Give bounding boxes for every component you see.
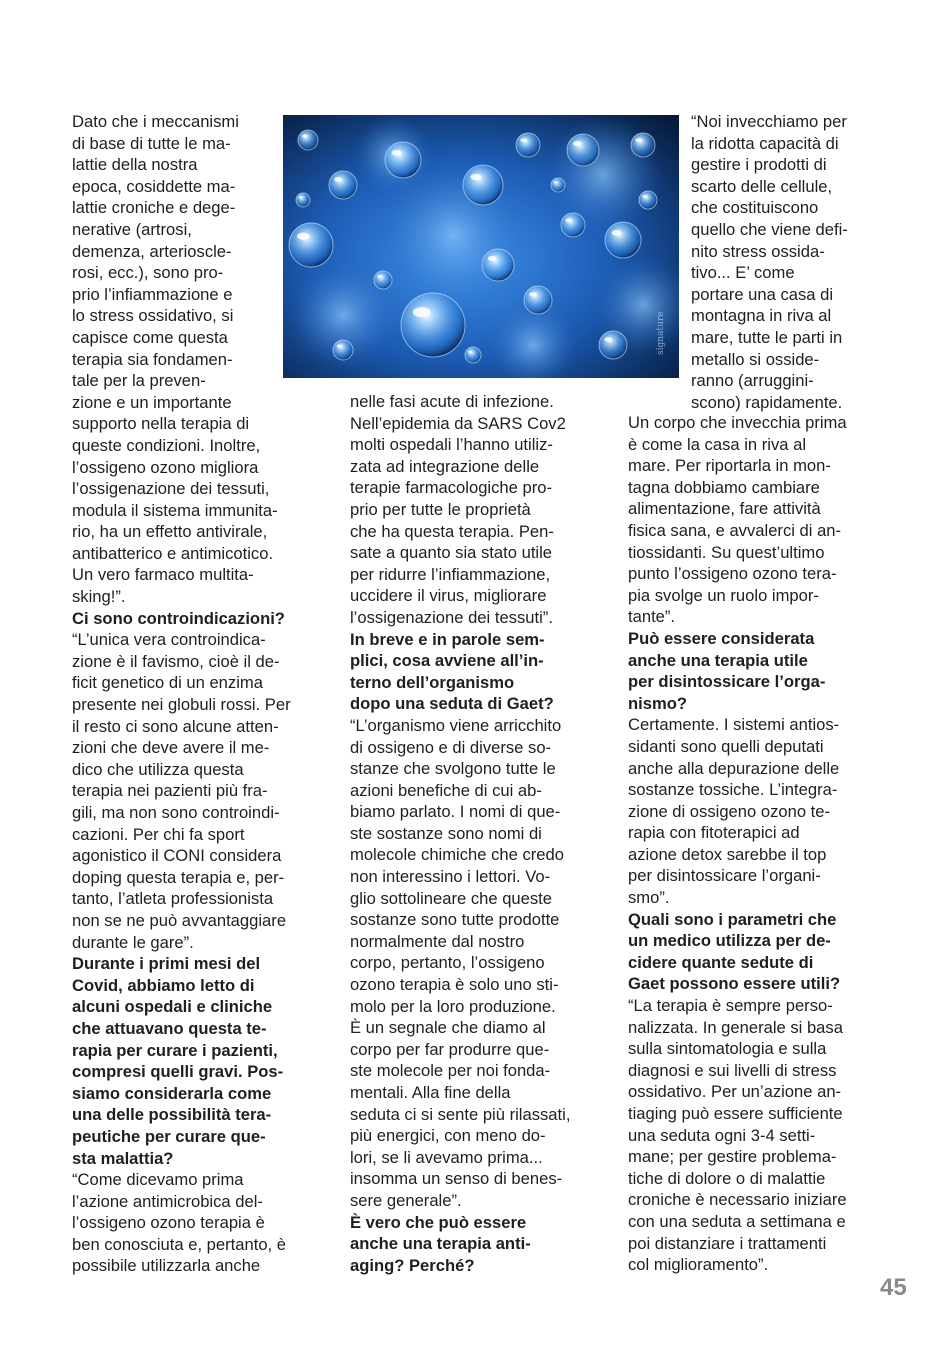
text-line: che ha questa terapia. Pen- [350,521,554,541]
text-line: molo per la loro produzione. [350,996,556,1016]
text-column-right [628,412,890,1276]
text-line: ste sostanze sono nomi di [350,823,542,843]
water-bubble [329,171,357,199]
text-line: diagnosi e sui livelli di stress [628,1060,837,1080]
text-line: glio sottolineare che queste [350,888,553,908]
text-line: È un segnale che diamo al [350,1018,546,1038]
question-line: compresi quelli gravi. Pos- [72,1062,284,1082]
text-line: una seduta ogni 3-4 setti- [628,1125,816,1145]
text-line: mare, tutte le parti in [691,327,843,347]
text-line: rosi, ecc.), sono pro- [72,263,224,283]
text-line: l’ossigenazione dei tessuti”. [350,607,553,627]
question-line: un medico utilizza per de- [628,931,831,951]
question-line: sta malattia? [72,1148,174,1168]
text-line: tiossidanti. Su quest’ultimo [628,542,825,562]
question-line: Covid, abbiamo letto di [72,975,255,995]
text-line: Nell’epidemia da SARS Cov2 [350,413,566,433]
text-line: “L’unica vera controindica- [72,630,266,650]
text-line: Certamente. I sistemi antios- [628,715,840,735]
text-line: per ridurre l’infiammazione, [350,564,551,584]
bubbles-photo [283,115,679,378]
question-line: Durante i primi mesi del [72,954,261,974]
bubble-highlight [470,174,481,180]
water-bubble [463,165,503,205]
text-line: stanze che svolgono tutte le [350,759,556,779]
text-line: “Come dicevamo prima [72,1170,244,1190]
text-line: nalizzata. In generale si basa [628,1017,843,1037]
bubbles-image [283,115,679,378]
water-bubble [551,178,565,192]
text-line: supporto nella terapia di [72,414,250,434]
bubble-highlight [529,292,537,296]
text-line: sulla sintomatologia e sulla [628,1039,827,1059]
text-line: pia svolge un ruolo impor- [628,585,819,605]
text-line: presente nei globuli rossi. Per [72,695,291,715]
question-line: cidere quante sedute di [628,952,814,972]
text-line: l’ossigenazione dei tessuti, [72,479,270,499]
question-line: per disintossicare l’orga- [628,672,826,692]
text-line: non interessino i lettori. Vo- [350,867,551,887]
water-bubble [516,133,540,157]
text-line: terapie farmacologiche pro- [350,478,552,498]
question-line: una delle possibilità tera- [72,1105,272,1125]
text-line: poi distanziare i trattamenti [628,1233,827,1253]
text-line: terapia nei pazienti più fra- [72,781,268,801]
text-line: gili, ma non sono controindi- [72,803,280,822]
bubble-highlight [334,177,342,181]
text-line: zioni che deve avere il me- [72,738,270,758]
water-bubble [298,130,318,150]
text-line: capisce come questa [72,327,228,347]
water-bubble [561,213,585,237]
page-number: 45 [880,1274,907,1301]
text-line: tanto, l’atleta professionista [72,889,274,909]
bubble-highlight [488,256,497,261]
text-line: nerative (artrosi, [72,219,192,239]
text-line: corpo per far produrre que- [350,1039,550,1059]
text-line: cazioni. Per chi fa sport [72,824,245,844]
water-bubble [605,222,641,258]
text-line: per disintossicare l’organi- [628,866,821,886]
bubble-highlight [302,134,308,137]
text-line: mare. Per riportarla in mon- [628,456,831,476]
text-line: tagna dobbiamo cambiare [628,477,820,497]
text-line: seduta ci si sente più rilassati, [350,1104,571,1124]
text-line: metallo si osside- [691,349,820,369]
text-line: anche alla depurazione delle [628,758,840,778]
text-line: lo stress ossidativo, si [72,306,234,326]
water-bubble [465,347,481,363]
bubble-highlight [573,141,582,146]
bubble-highlight [604,337,612,341]
text-line: montagna in riva al [691,306,832,326]
question-line: Può essere considerata [628,628,815,648]
water-bubble [296,193,310,207]
text-line: Dato che i meccanismi [72,112,239,131]
text-line: ozono terapia è solo uno sti- [350,975,559,995]
text-line: l’ossigeno ozono terapia è [72,1213,265,1233]
question-line: alcuni ospedali e cliniche [72,997,273,1017]
bubble-highlight [413,307,431,317]
text-line: ficit genetico di un enzima [72,673,263,693]
text-column-middle [350,391,612,1276]
text-line: di ossigeno e di diverse so- [350,737,552,757]
text-line: l’azione antimicrobica del- [72,1191,263,1211]
text-line: lattie della nostra [72,155,198,175]
text-line: sostanze tossiche. L’integra- [628,780,838,800]
text-line: possibile utilizzarla anche [72,1256,261,1276]
text-line: insomma un senso di benes- [350,1169,563,1189]
water-bubble [524,286,552,314]
water-bubble [385,142,421,178]
water-bubble [631,133,655,157]
text-line: gestire i prodotti di [691,155,827,175]
text-line: zione e un importante [72,392,232,412]
text-line: corpo, pertanto, l’ossigeno [350,953,545,973]
water-bubble [333,340,353,360]
question-line: nismo? [628,693,688,713]
text-line: “Noi invecchiamo per [691,112,847,131]
text-line: ben conosciuta e, pertanto, è [72,1234,287,1254]
text-line: tiaging può essere sufficiente [628,1104,843,1123]
question-line: che attuavano questa te- [72,1018,267,1038]
question-line: anche una terapia anti- [350,1234,531,1254]
text-line: tante”. [628,607,676,627]
text-line: zione è il favismo, cioè il de- [72,651,280,671]
text-line: scono) rapidamente. [691,392,843,412]
water-bubble [289,223,333,267]
bubble-highlight [377,275,382,278]
text-line: antibatterico e antimicotico. [72,543,274,563]
bubble-highlight [635,138,642,142]
text-line: sking!”. [72,587,126,607]
text-line: terapia sia fondamen- [72,349,233,369]
text-column-right-top [691,111,891,413]
question-line: È vero che può essere [350,1212,527,1232]
text-line: lori, se li avevamo prima... [350,1147,543,1167]
text-line: biamo parlato. I nomi di que- [350,802,561,822]
question-line: peutiche per curare que- [72,1126,266,1146]
photo-signature: signature [656,311,666,355]
text-line: più energici, con meno do- [350,1126,546,1146]
text-line: croniche è necessario iniziare [628,1190,847,1210]
text-line: col miglioramento”. [628,1255,769,1275]
text-line: azione detox sarebbe il top [628,844,827,864]
text-line: “La terapia è sempre perso- [628,996,833,1016]
text-line: prio l’infiammazione e [72,284,233,304]
question-line: In breve e in parole sem- [350,629,545,649]
text-line: mane; per gestire problema- [628,1147,837,1167]
text-line: punto l’ossigeno ozono tera- [628,564,837,584]
question-line: plici, cosa avviene all’in- [350,651,544,671]
bubble-highlight [612,230,622,236]
text-line: ranno (arruggini- [691,371,814,391]
text-line: azioni benefiche di cui ab- [350,780,542,800]
water-bubble [374,271,392,289]
text-line: tivo... E’ come [691,263,795,283]
text-line: zione di ossigeno ozono te- [628,801,831,821]
text-line: smo”. [628,888,670,908]
text-line: normalmente dal nostro [350,931,525,951]
text-line: la ridotta capacità di [691,133,839,153]
text-line: “L’organismo viene arricchito [350,715,562,735]
text-line: zata ad integrazione delle [350,456,540,476]
question-line: Ci sono controindicazioni? [72,608,285,628]
text-line: epoca, cosiddette ma- [72,176,236,196]
text-line: non se ne può avvantaggiare [72,910,287,930]
text-line: durante le gare”. [72,932,194,952]
text-line: sate a quanto sia stato utile [350,543,553,563]
text-line: ossidativo. Per un’azione an- [628,1082,842,1102]
text-line: sostanze sono tutte prodotte [350,910,560,930]
question-line: aging? Perché? [350,1255,475,1275]
water-bubble [599,331,627,359]
water-bubble [567,134,599,166]
text-line: scarto delle cellule, [691,176,833,196]
text-line: è come la casa in riva al [628,434,807,454]
text-line: fisica sana, e avvalerci di an- [628,520,842,540]
text-line: mentali. Alla fine della [350,1083,511,1102]
bubble-highlight [299,196,303,198]
text-line: il resto ci sono alcune atten- [72,716,279,736]
text-line: con una seduta a settimana e [628,1211,846,1231]
text-line: alimentazione, fare attività [628,499,821,519]
question-line: anche una terapia utile [628,650,808,670]
text-line: agonistico il CONI considera [72,846,282,866]
water-bubble [639,191,657,209]
bubble-highlight [520,138,527,142]
text-line: lattie croniche e dege- [72,198,236,218]
question-line: Quali sono i parametri che [628,909,837,929]
text-line: sere generale”. [350,1190,462,1210]
text-line: rapia con fitoterapici ad [628,823,800,843]
bubble-highlight [554,181,558,183]
text-line: quello che viene defi- [691,219,848,239]
bubble-highlight [337,344,343,347]
text-line: Un vero farmaco multita- [72,565,254,585]
question-line: dopo una seduta di Gaet? [350,694,554,714]
text-line: sidanti sono quelli deputati [628,736,824,756]
question-line: rapia per curare i pazienti, [72,1040,278,1060]
text-line: nito stress ossida- [691,241,825,261]
bubble-highlight [468,351,472,354]
text-line: rio, ha un effetto antivirale, [72,522,268,542]
question-line: Gaet possono essere utili? [628,974,841,994]
text-line: l’ossigeno ozono migliora [72,457,259,477]
text-line: tale per la preven- [72,371,206,391]
text-line: portare una casa di [691,284,834,304]
question-line: siamo considerarla come [72,1083,272,1103]
text-line: Un corpo che invecchia prima [628,413,847,432]
text-line: che costituiscono [691,198,819,218]
text-line: doping questa terapia e, per- [72,867,285,887]
bubble-highlight [565,218,572,222]
bubble-highlight [392,150,402,156]
water-bubble [401,293,465,357]
text-line: molti ospedali l’hanno utiliz- [350,435,553,455]
text-line: modula il sistema immunita- [72,500,278,520]
question-line: terno dell’organismo [350,672,515,692]
water-bubble [482,249,514,281]
text-line: demenza, arterioscle- [72,241,232,261]
text-line: queste condizioni. Inoltre, [72,435,261,455]
text-line: tiche di dolore o di malattie [628,1168,826,1188]
text-line: ste molecole per noi fonda- [350,1061,551,1081]
text-line: nelle fasi acute di infezione. [350,392,554,411]
bubble-highlight [297,233,309,240]
text-line: uccidere il virus, migliorare [350,586,547,606]
bubble-highlight [642,195,647,198]
text-line: molecole chimiche che credo [350,845,564,865]
text-line: prio per tutte le proprietà [350,499,531,519]
text-line: di base di tutte le ma- [72,133,231,153]
text-line: dico che utilizza questa [72,759,244,779]
